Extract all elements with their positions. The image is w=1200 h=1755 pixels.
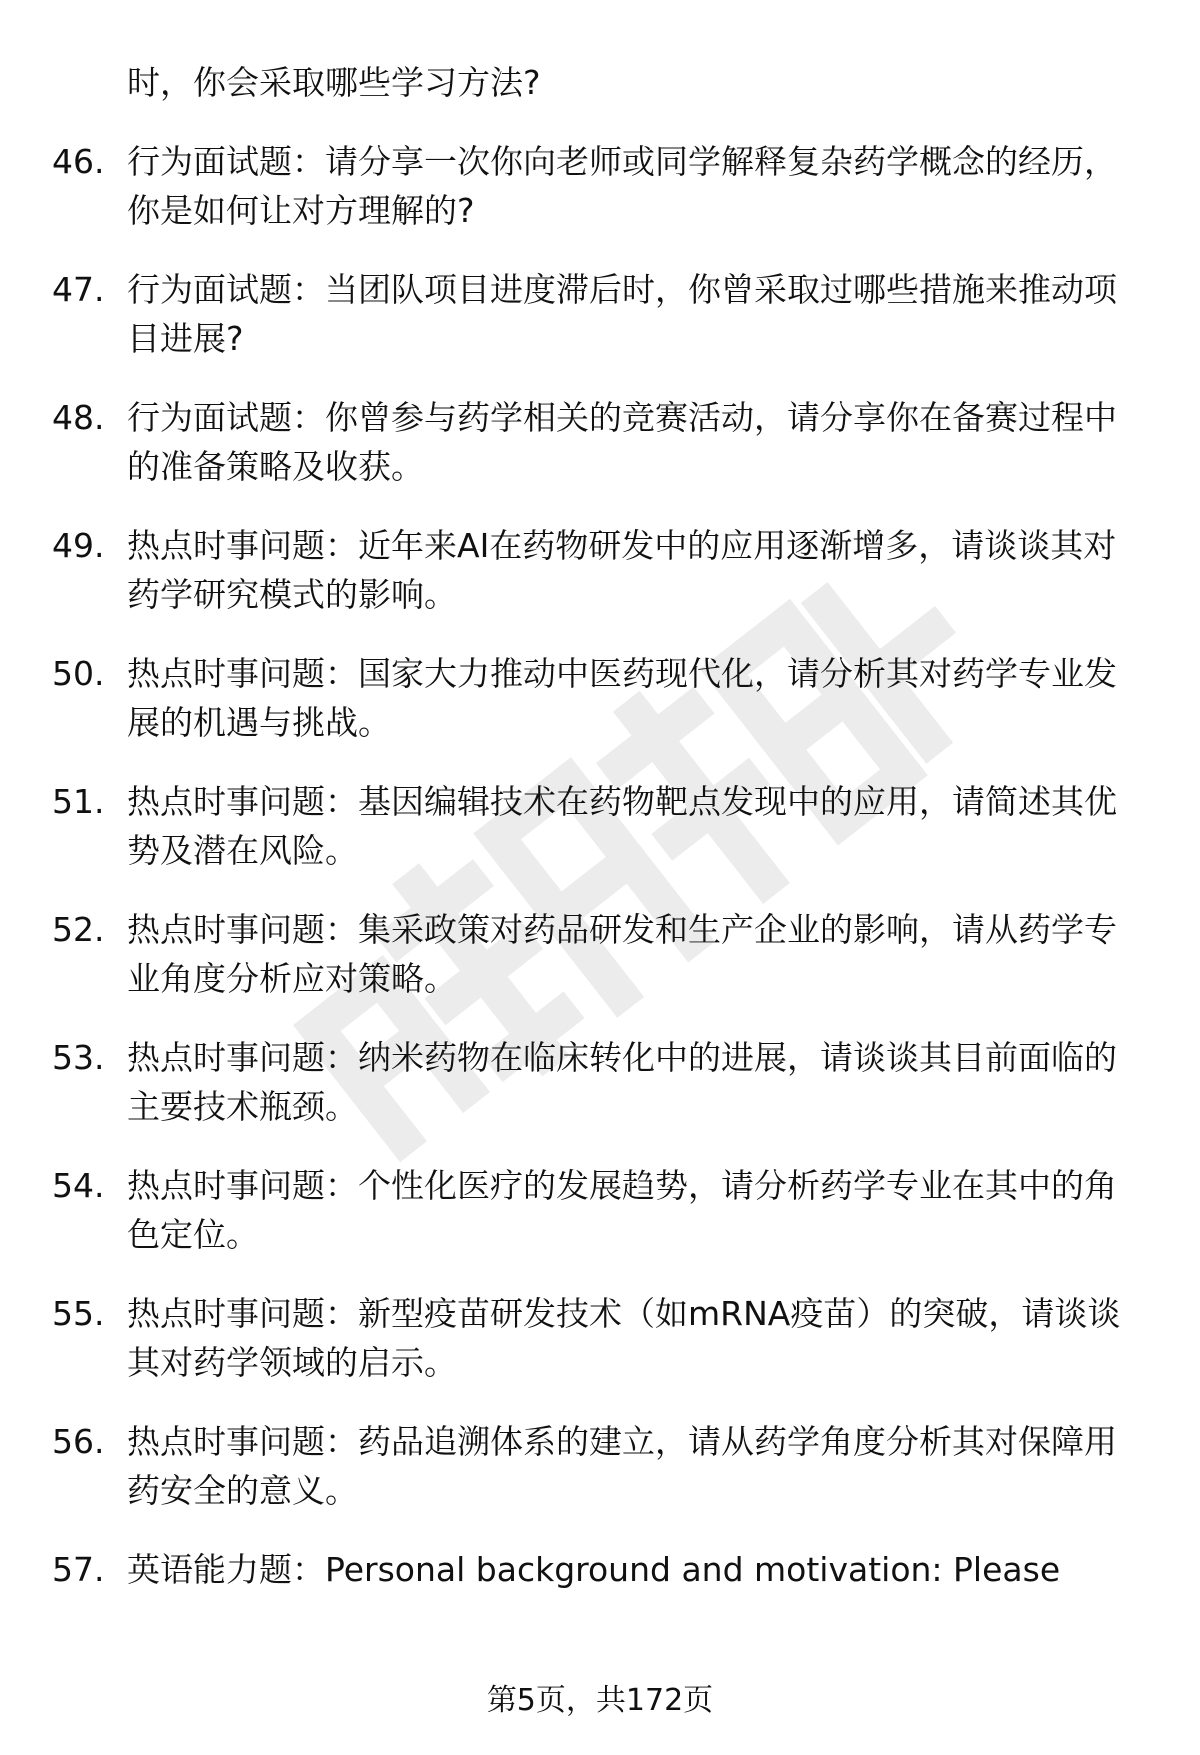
item-number: 52. [52,910,105,949]
item-text: 热点时事问题：近年来AI在药物研发中的应用逐渐增多，请谈谈其对药学研究模式的影响。 [127,526,1117,614]
list-item [52,777,1142,875]
question-list [52,58,1142,1594]
item-number: 48. [52,398,105,437]
item-number: 47. [52,270,105,309]
continuation-text: 时，你会采取哪些学习方法? [127,63,541,102]
item-text: 热点时事问题：药品追溯体系的建立，请从药学角度分析其对保障用药安全的意义。 [127,1422,1117,1510]
item-text: 行为面试题：当团队项目进度滞后时，你曾采取过哪些措施来推动项目进展? [127,270,1117,358]
item-text: 热点时事问题：个性化医疗的发展趋势，请分析药学专业在其中的角色定位。 [127,1166,1117,1254]
item-number: 50. [52,654,105,693]
list-item [52,137,1142,235]
item-number: 54. [52,1166,105,1205]
item-number: 51. [52,782,105,821]
page-footer: 第5页，共172页 [486,1683,714,1718]
item-number: 53. [52,1038,105,1077]
item-number: 46. [52,142,105,181]
item-text: 行为面试题：你曾参与药学相关的竞赛活动，请分享你在备赛过程中的准备策略及收获。 [127,398,1117,486]
item-text: 热点时事问题：集采政策对药品研发和生产企业的影响，请从药学专业角度分析应对策略。 [127,910,1117,998]
list-item [52,1417,1142,1515]
item-text: 热点时事问题：基因编辑技术在药物靶点发现中的应用，请简述其优势及潜在风险。 [127,782,1117,870]
list-item [52,1033,1142,1131]
item-number: 55. [52,1294,105,1333]
item-text: 热点时事问题：国家大力推动中医药现代化，请分析其对药学专业发展的机遇与挑战。 [127,654,1117,742]
list-item [52,393,1142,491]
item-text: 英语能力题：Personal background and motivation: Please [127,1550,1061,1589]
item-number: 57. [52,1550,105,1589]
item-text: 热点时事问题：新型疫苗研发技术（如mRNA疫苗）的突破，请谈谈其对药学领域的启示。 [127,1294,1121,1382]
list-item [52,1545,1142,1594]
list-item [52,905,1142,1003]
item-number: 56. [52,1422,105,1461]
list-item [52,521,1142,619]
list-item [52,1289,1142,1387]
list-item [52,649,1142,747]
items-container [52,137,1142,1594]
list-item [52,265,1142,363]
list-item [52,1161,1142,1259]
item-number: 49. [52,526,105,565]
item-text: 热点时事问题：纳米药物在临床转化中的进展，请谈谈其目前面临的主要技术瓶颈。 [127,1038,1117,1126]
item-text: 行为面试题：请分享一次你向老师或同学解释复杂药学概念的经历，你是如何让对方理解的? [127,142,1117,230]
